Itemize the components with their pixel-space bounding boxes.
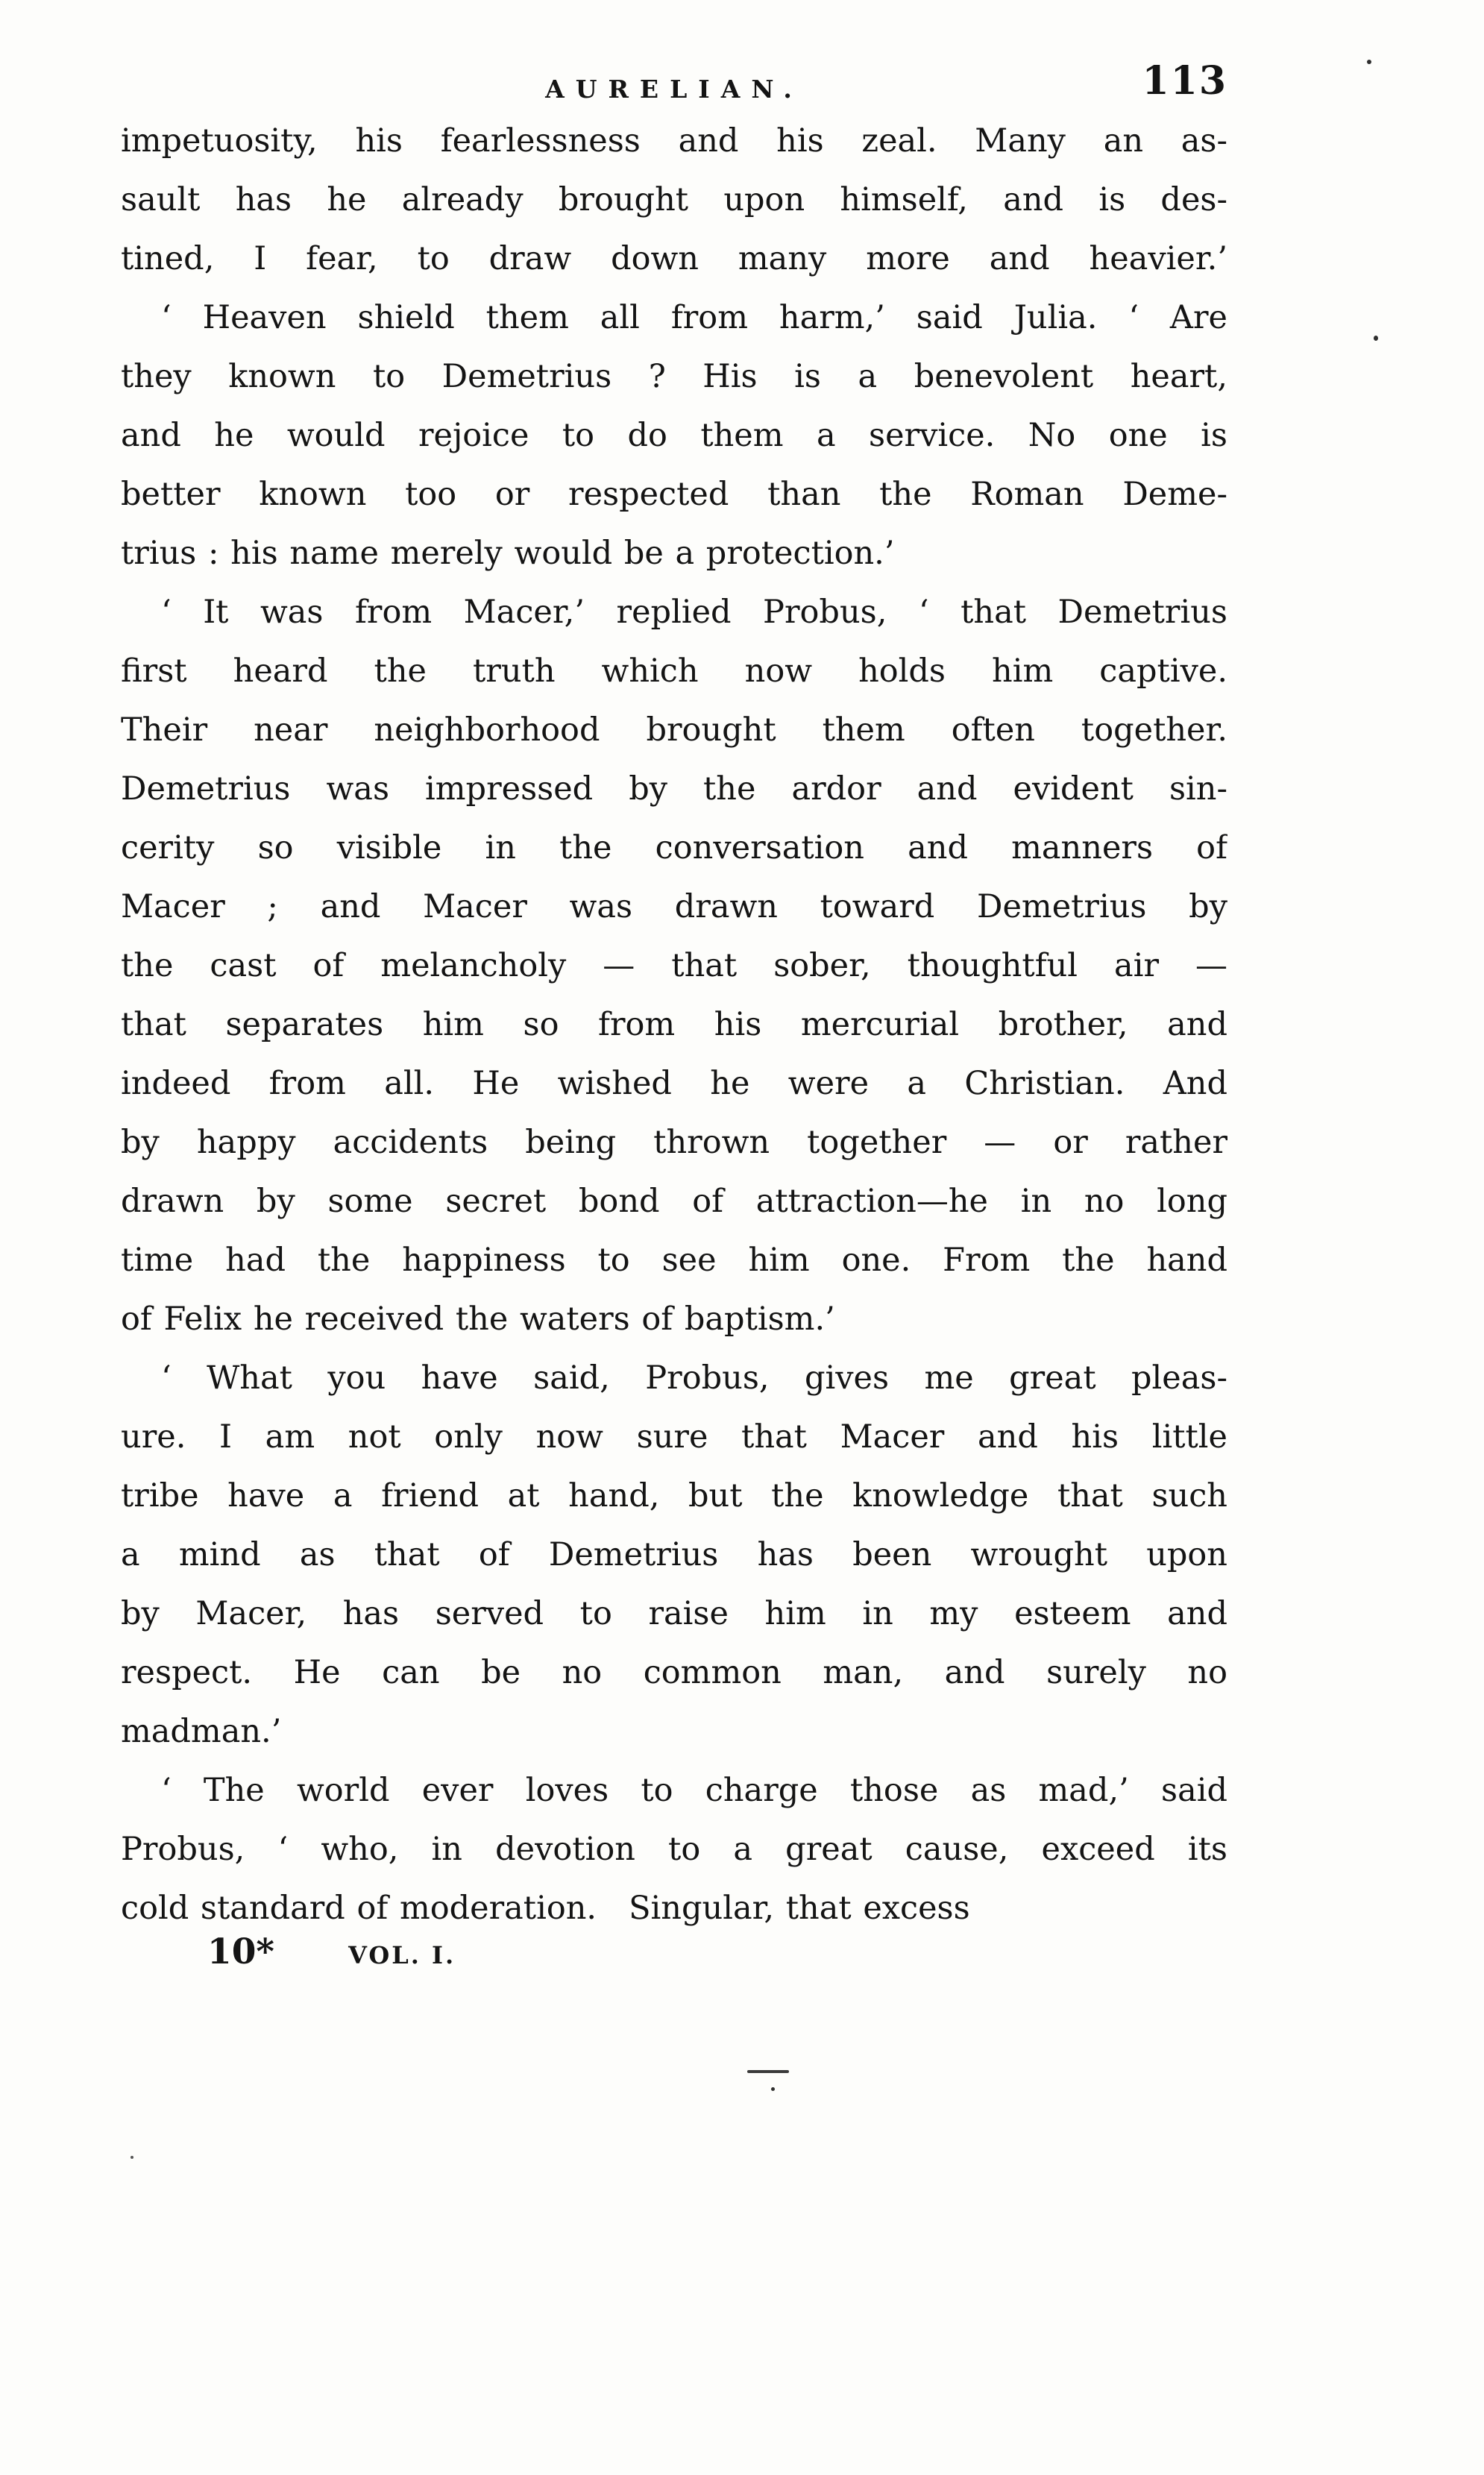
text-line: by happy accidents being thrown together — or rather	[121, 1124, 1227, 1161]
scan-artifact	[1374, 336, 1378, 341]
text-line: madman.’	[121, 1713, 282, 1750]
text-line: ‘ Heaven shield them all from harm,’ said Julia. ‘ Are	[161, 299, 1227, 336]
scan-artifact	[771, 2087, 775, 2091]
text-line: and he would rejoice to do them a service. No one is	[121, 417, 1227, 454]
running-title: AURELIAN.	[545, 75, 803, 104]
scan-artifact	[1367, 60, 1371, 64]
text-line: a mind as that of Demetrius has been wrought upon	[121, 1536, 1227, 1573]
text-line: sault has he already brought upon himself, and is des-	[121, 181, 1227, 218]
text-line: the cast of melancholy — that sober, thoughtful air —	[121, 947, 1227, 984]
page-footer	[121, 1931, 1227, 1984]
scan-artifact	[131, 2156, 133, 2159]
text-line: first heard the truth which now holds him captive.	[121, 652, 1227, 690]
page-header	[121, 58, 1227, 116]
text-line: ‘ The world ever loves to charge those as mad,’ said	[161, 1772, 1227, 1809]
text-line: cold standard of moderation. Singular, that excess	[121, 1890, 970, 1927]
text-line: ure. I am not only now sure that Macer and his little	[121, 1418, 1227, 1456]
text-line: cerity so visible in the conversation and manners of	[121, 829, 1227, 867]
text-line: they known to Demetrius ? His is a benevolent heart,	[121, 358, 1227, 395]
volume-label: VOL. I.	[348, 1941, 456, 1969]
scan-artifact	[747, 2070, 789, 2073]
body-text	[121, 112, 1227, 1938]
text-line: Their near neighborhood brought them often together.	[121, 711, 1227, 749]
text-line: drawn by some secret bond of attraction—he in no long	[121, 1183, 1227, 1220]
text-line: respect. He can be no common man, and surely no	[121, 1654, 1227, 1691]
text-line: impetuosity, his fearlessness and his zeal. Many an as-	[121, 122, 1227, 160]
page-number: 113	[1142, 58, 1227, 104]
text-line: ‘ It was from Macer,’ replied Probus, ‘ that Demetrius	[161, 594, 1227, 631]
text-line: Probus, ‘ who, in devotion to a great cause, exceed its	[121, 1831, 1227, 1868]
text-line: by Macer, has served to raise him in my esteem and	[121, 1595, 1227, 1632]
text-line: tined, I fear, to draw down many more and heavier.’	[121, 240, 1227, 277]
text-line: ‘ What you have said, Probus, gives me great pleas-	[161, 1359, 1227, 1397]
text-line: Demetrius was impressed by the ardor and evident sin-	[121, 770, 1227, 808]
text-line: indeed from all. He wished he were a Christian. And	[121, 1065, 1227, 1102]
text-line: tribe have a friend at hand, but the knowledge that such	[121, 1477, 1227, 1515]
text-line: trius : his name merely would be a protection.’	[121, 535, 895, 572]
text-line: of Felix he received the waters of baptism.’	[121, 1301, 835, 1338]
text-line: better known too or respected than the Roman Deme-	[121, 476, 1227, 513]
text-line: that separates him so from his mercurial brother, and	[121, 1006, 1227, 1043]
text-line: time had the happiness to see him one. From the hand	[121, 1242, 1227, 1279]
text-line: Macer ; and Macer was drawn toward Demetrius by	[121, 888, 1227, 925]
signature-mark: 10*	[207, 1931, 274, 1972]
